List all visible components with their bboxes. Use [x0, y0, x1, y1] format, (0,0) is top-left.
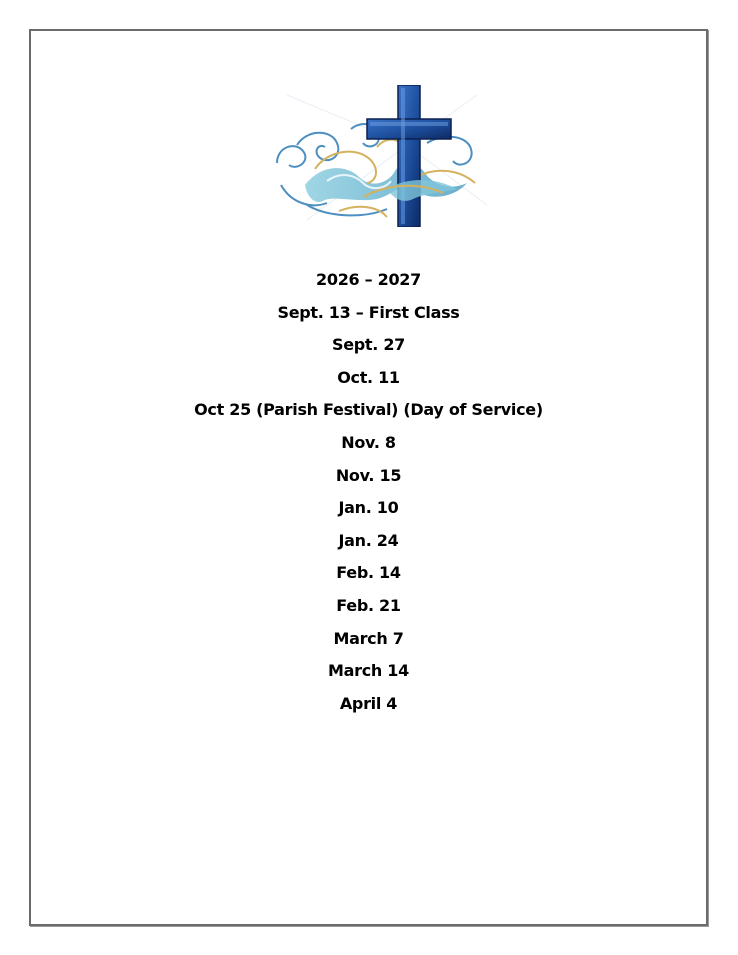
date-line: Jan. 24	[338, 530, 399, 550]
date-line: April 4	[339, 693, 398, 713]
date-line: Sept. 27	[332, 335, 405, 355]
cross-with-swirls-icon	[267, 85, 489, 227]
date-line: March 7	[333, 628, 404, 648]
date-line: Oct. 11	[337, 367, 400, 387]
schedule-list	[31, 264, 706, 720]
date-line: Oct 25 (Parish Festival) (Day of Service)	[194, 400, 543, 420]
date-line: Nov. 15	[335, 465, 402, 485]
date-line: March 14	[328, 661, 409, 681]
date-line: Jan. 10	[338, 498, 399, 518]
date-line: Feb. 21	[336, 595, 401, 615]
date-line: Nov. 8	[341, 432, 396, 452]
date-line: Feb. 14	[336, 563, 401, 583]
year-heading: 2026 – 2027	[316, 270, 421, 289]
page-frame	[29, 29, 708, 926]
date-line: Sept. 13 – First Class	[277, 302, 460, 322]
